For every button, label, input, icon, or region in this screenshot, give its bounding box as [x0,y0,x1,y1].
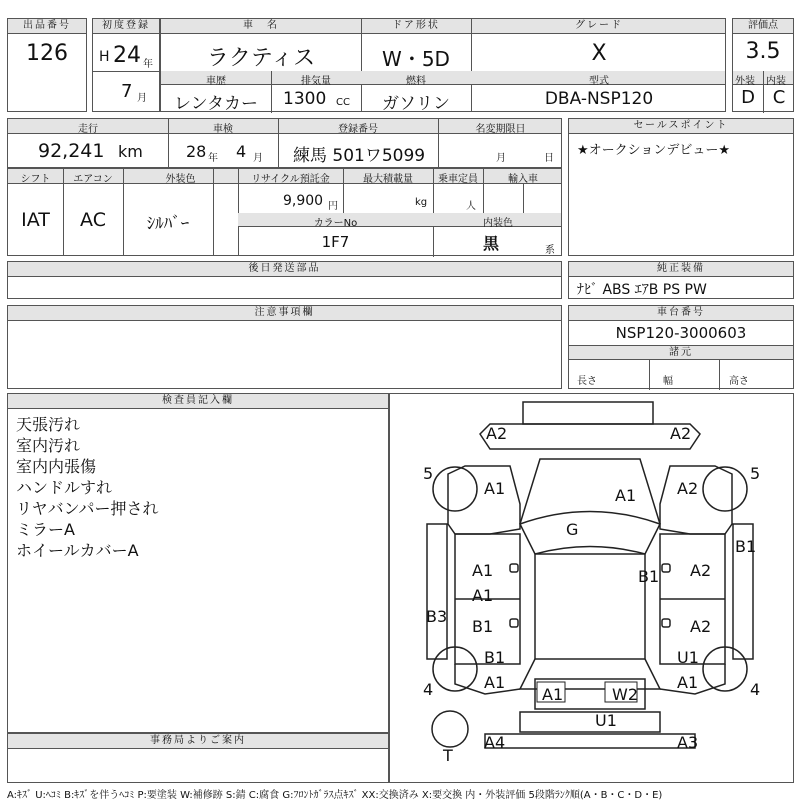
insp-year-unit: 年 [208,153,218,164]
reg-no-label: 登録番号 [338,124,378,135]
shift-label: シフト [20,174,51,185]
sales-point-box [568,118,794,256]
car-name: ラクティス [206,46,316,71]
first-reg-label: 初度登録 [93,19,159,34]
mark-U1: U1 [677,648,699,667]
insp-year: 28 [186,142,207,161]
inspector-label: 検査員記入欄 [8,394,388,409]
office-label: 事務局よりご案内 [8,734,388,749]
length-label: 長さ [577,376,597,387]
notes-box [7,305,562,389]
later-parts-box [7,261,562,299]
car-outline-diagram [390,394,795,784]
capacity-label: 乗車定員 [438,174,478,185]
mark-B1: B1 [484,648,506,667]
insp-month-unit: 月 [253,153,263,164]
car-name-label: 車 名 [243,20,279,31]
displacement: 1300 [283,89,327,109]
inspection-label: 車検 [213,124,233,135]
mark-B3: B3 [426,607,448,626]
mark-A1: A1 [542,685,564,704]
lot-no-box [7,18,87,112]
row3-box [7,168,562,256]
mark-A1: A1 [472,561,494,580]
score: 3.5 [745,39,781,64]
mark-U1: U1 [595,711,617,730]
damage-map [389,393,794,783]
genuine-equip-label: 純正装備 [569,262,793,277]
name-change-label: 名変期限日 [475,124,526,135]
score-box [732,18,794,112]
year-unit: 年 [143,59,153,70]
grade-label: グレード [575,20,623,31]
mark-5: 5 [750,464,761,483]
reg-no: 練馬 501ワ5099 [293,146,426,166]
remark-line: リヤバンパー押され [16,499,159,518]
mark-A1: A1 [484,479,506,498]
chassis-box [568,305,794,389]
sales-point-label: セールスポイント [569,119,793,134]
month-unit: 月 [137,93,147,104]
import-label: 輸入車 [508,174,538,185]
nc-day: 日 [544,153,554,164]
km-unit: km [118,142,143,161]
fuel: ガソリン [382,94,450,114]
genuine-equip-box [568,261,794,299]
remark-line: 天張汚れ [16,415,81,434]
yen-unit: 円 [328,201,338,212]
insp-month: 4 [236,142,247,161]
era: H [99,49,110,65]
ac-label: エアコン [73,174,113,185]
main-header-box [160,18,726,112]
color-label: 外装色 [165,174,196,185]
history-label: 車歴 [206,76,226,87]
mark-B1: B1 [735,537,757,556]
model: DBA-NSP120 [544,89,654,109]
later-parts-label: 後日発送部品 [8,262,561,277]
cc-unit: CC [336,97,350,108]
mark-B1: B1 [638,567,660,586]
displacement-label: 排気量 [301,76,331,87]
remark-line: ハンドルすれ [16,478,113,497]
height-label: 高さ [729,376,749,387]
mark-A2: A2 [690,561,712,580]
int-label: 内装 [766,76,786,87]
reg-year: 24 [113,43,141,68]
mark-G: G [566,520,579,539]
notes-label: 注意事項欄 [8,306,561,321]
remark-line: 室内汚れ [16,436,81,455]
mark-A1: A1 [677,673,699,692]
lot-no: 126 [26,41,68,66]
inspector-box [7,393,389,733]
mark-T: T [443,746,453,765]
door-label: ドア形状 [392,20,440,31]
dims-label: 諸元 [569,346,793,360]
row2-box [7,118,562,168]
office-box [7,733,389,783]
chassis-no: NSP120-3000603 [615,324,747,342]
remark-line: 室内内張傷 [16,457,97,476]
mark-A2: A2 [670,424,692,443]
recycle-label: リサイクル預託金 [251,174,330,185]
remark-line: ミラーA [16,520,75,539]
width-label: 幅 [663,376,673,387]
grade: X [591,41,607,66]
fuel-label: 燃料 [406,76,426,87]
sales-point: ★オークションデビュー★ [577,143,731,158]
intcolor-label: 内装色 [483,218,513,229]
colorno-label: カラーNo [313,218,358,229]
int-rank: C [772,87,786,108]
reg-month: 7 [121,81,133,102]
ext-label: 外装 [735,76,755,87]
nc-month: 月 [496,153,506,164]
score-label: 評価点 [733,19,793,34]
mark-A2: A2 [486,424,508,443]
mark-A3: A3 [677,733,699,752]
mark-4: 4 [750,680,761,699]
model-label: 型式 [589,76,609,87]
chassis-label: 車台番号 [569,306,793,321]
ext-rank: D [741,87,755,108]
mark-A2: A2 [690,617,712,636]
maxload-label: 最大積載量 [363,174,413,185]
shift: IAT [21,209,50,231]
kei-unit: 系 [545,245,555,256]
history: レンタカー [174,94,258,114]
mileage-label: 走行 [78,124,98,135]
mark-A1: A1 [472,586,494,605]
lot-no-label: 出品番号 [8,19,86,34]
person-unit: 人 [466,201,476,212]
interior-color: 黒 [483,234,500,253]
ac: AC [80,209,106,231]
mark-A1: A1 [615,486,637,505]
color-no: 1F7 [321,233,350,251]
genuine-equip: ﾅﾋﾞ ABS ｴｱB PS PW [577,282,707,298]
first-reg-box [92,18,160,112]
mark-A2: A2 [677,479,699,498]
mileage: 92,241 [38,140,105,162]
recycle-fee: 9,900 [283,193,324,209]
mark-B1: B1 [472,617,494,636]
mark-5: 5 [423,464,434,483]
kg-unit: kg [415,197,428,208]
legend: A:ｷｽﾞ U:ﾍｺﾐ B:ｷｽﾞを伴うﾍｺﾐ P:要塗装 W:補修跡 S:錆 C:腐食 G:ﾌﾛﾝﾄｶﾞﾗｽ点ｷｽﾞ XX:交換済み X:要交換 内・外装評価 5段階ﾗﾝｸ順(A・B・C・D・E) [7,790,663,801]
mark-A4: A4 [484,733,506,752]
mark-4: 4 [423,680,434,699]
door-type: W・5D [382,47,450,71]
exterior-color: ｼﾙﾊﾞｰ [146,214,190,234]
remark-line: ホイールカバーA [16,541,139,560]
mark-W2: W2 [612,685,638,704]
mark-A1: A1 [484,673,506,692]
